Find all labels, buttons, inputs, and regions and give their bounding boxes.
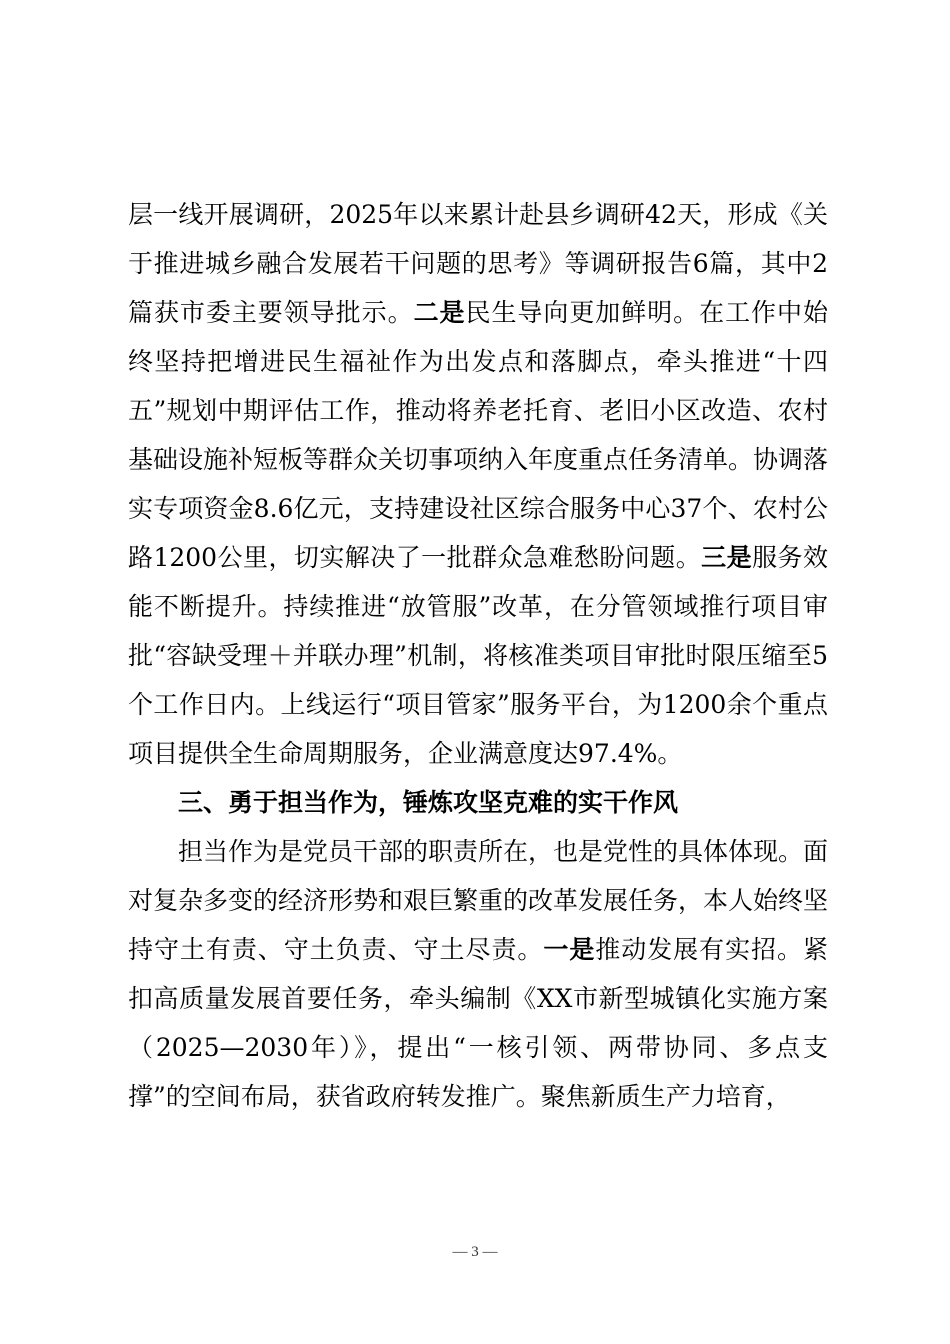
bold-lead-first: 一是 [543,935,596,964]
paragraph-work-results [128,190,828,778]
bold-lead-second: 二是 [413,298,466,327]
page-number: — 3 — [452,1244,498,1260]
paragraph-responsibility [128,827,828,1121]
paragraph-text: 担当作为是党员干部的职责所在，也是党性的具体体现。面对复杂多变的经济形势和艰巨繁重的改革发展任务，本人始终坚持守土有责、守土负责、守土尽责。 [128,837,829,964]
paragraph-text: 民生导向更加鲜明。在工作中始终坚持把增进民生福祉作为出发点和落脚点，牵头推进“十四五”规划中期评估工作，推动将养老托育、老旧小区改造、农村基础设施补短板等群众关切事项纳入年度重点任务清单。协调落实专项资金8.6亿元，支持建设社区综合服务中心37个、农村公路1200公里，切实解决了一批群众急难愁盼问题。 [128,298,829,572]
section-heading: 三、勇于担当作为，锤炼攻坚克难的实干作风 [178,788,679,817]
paragraph-text: 层一线开展调研，2025年以来累计赴县乡调研42天，形成《关于推进城乡融合发展若干问题的思考》等调研报告6篇，其中2篇获市委主要领导批示。 [128,200,828,327]
bold-lead-third: 三是 [701,543,753,572]
document-body [128,190,828,1121]
paragraph-text: 推动发展有实招。紧扣高质量发展首要任务，牵头编制《XX市新型城镇化实施方案（2025—2030年）》，提出“一核引领、两带协同、多点支撑”的空间布局，获省政府转发推广。聚焦新质生产力培育， [128,935,828,1111]
paragraph-text: 服务效能不断提升。持续推进“放管服”改革，在分管领域推行项目审批“容缺受理＋并联办理”机制，将核准类项目审批时限压缩至5个工作日内。上线运行“项目管家”服务平台，为1200余个重点项目提供全生命周期服务，企业满意度达97.4%。 [128,543,828,768]
